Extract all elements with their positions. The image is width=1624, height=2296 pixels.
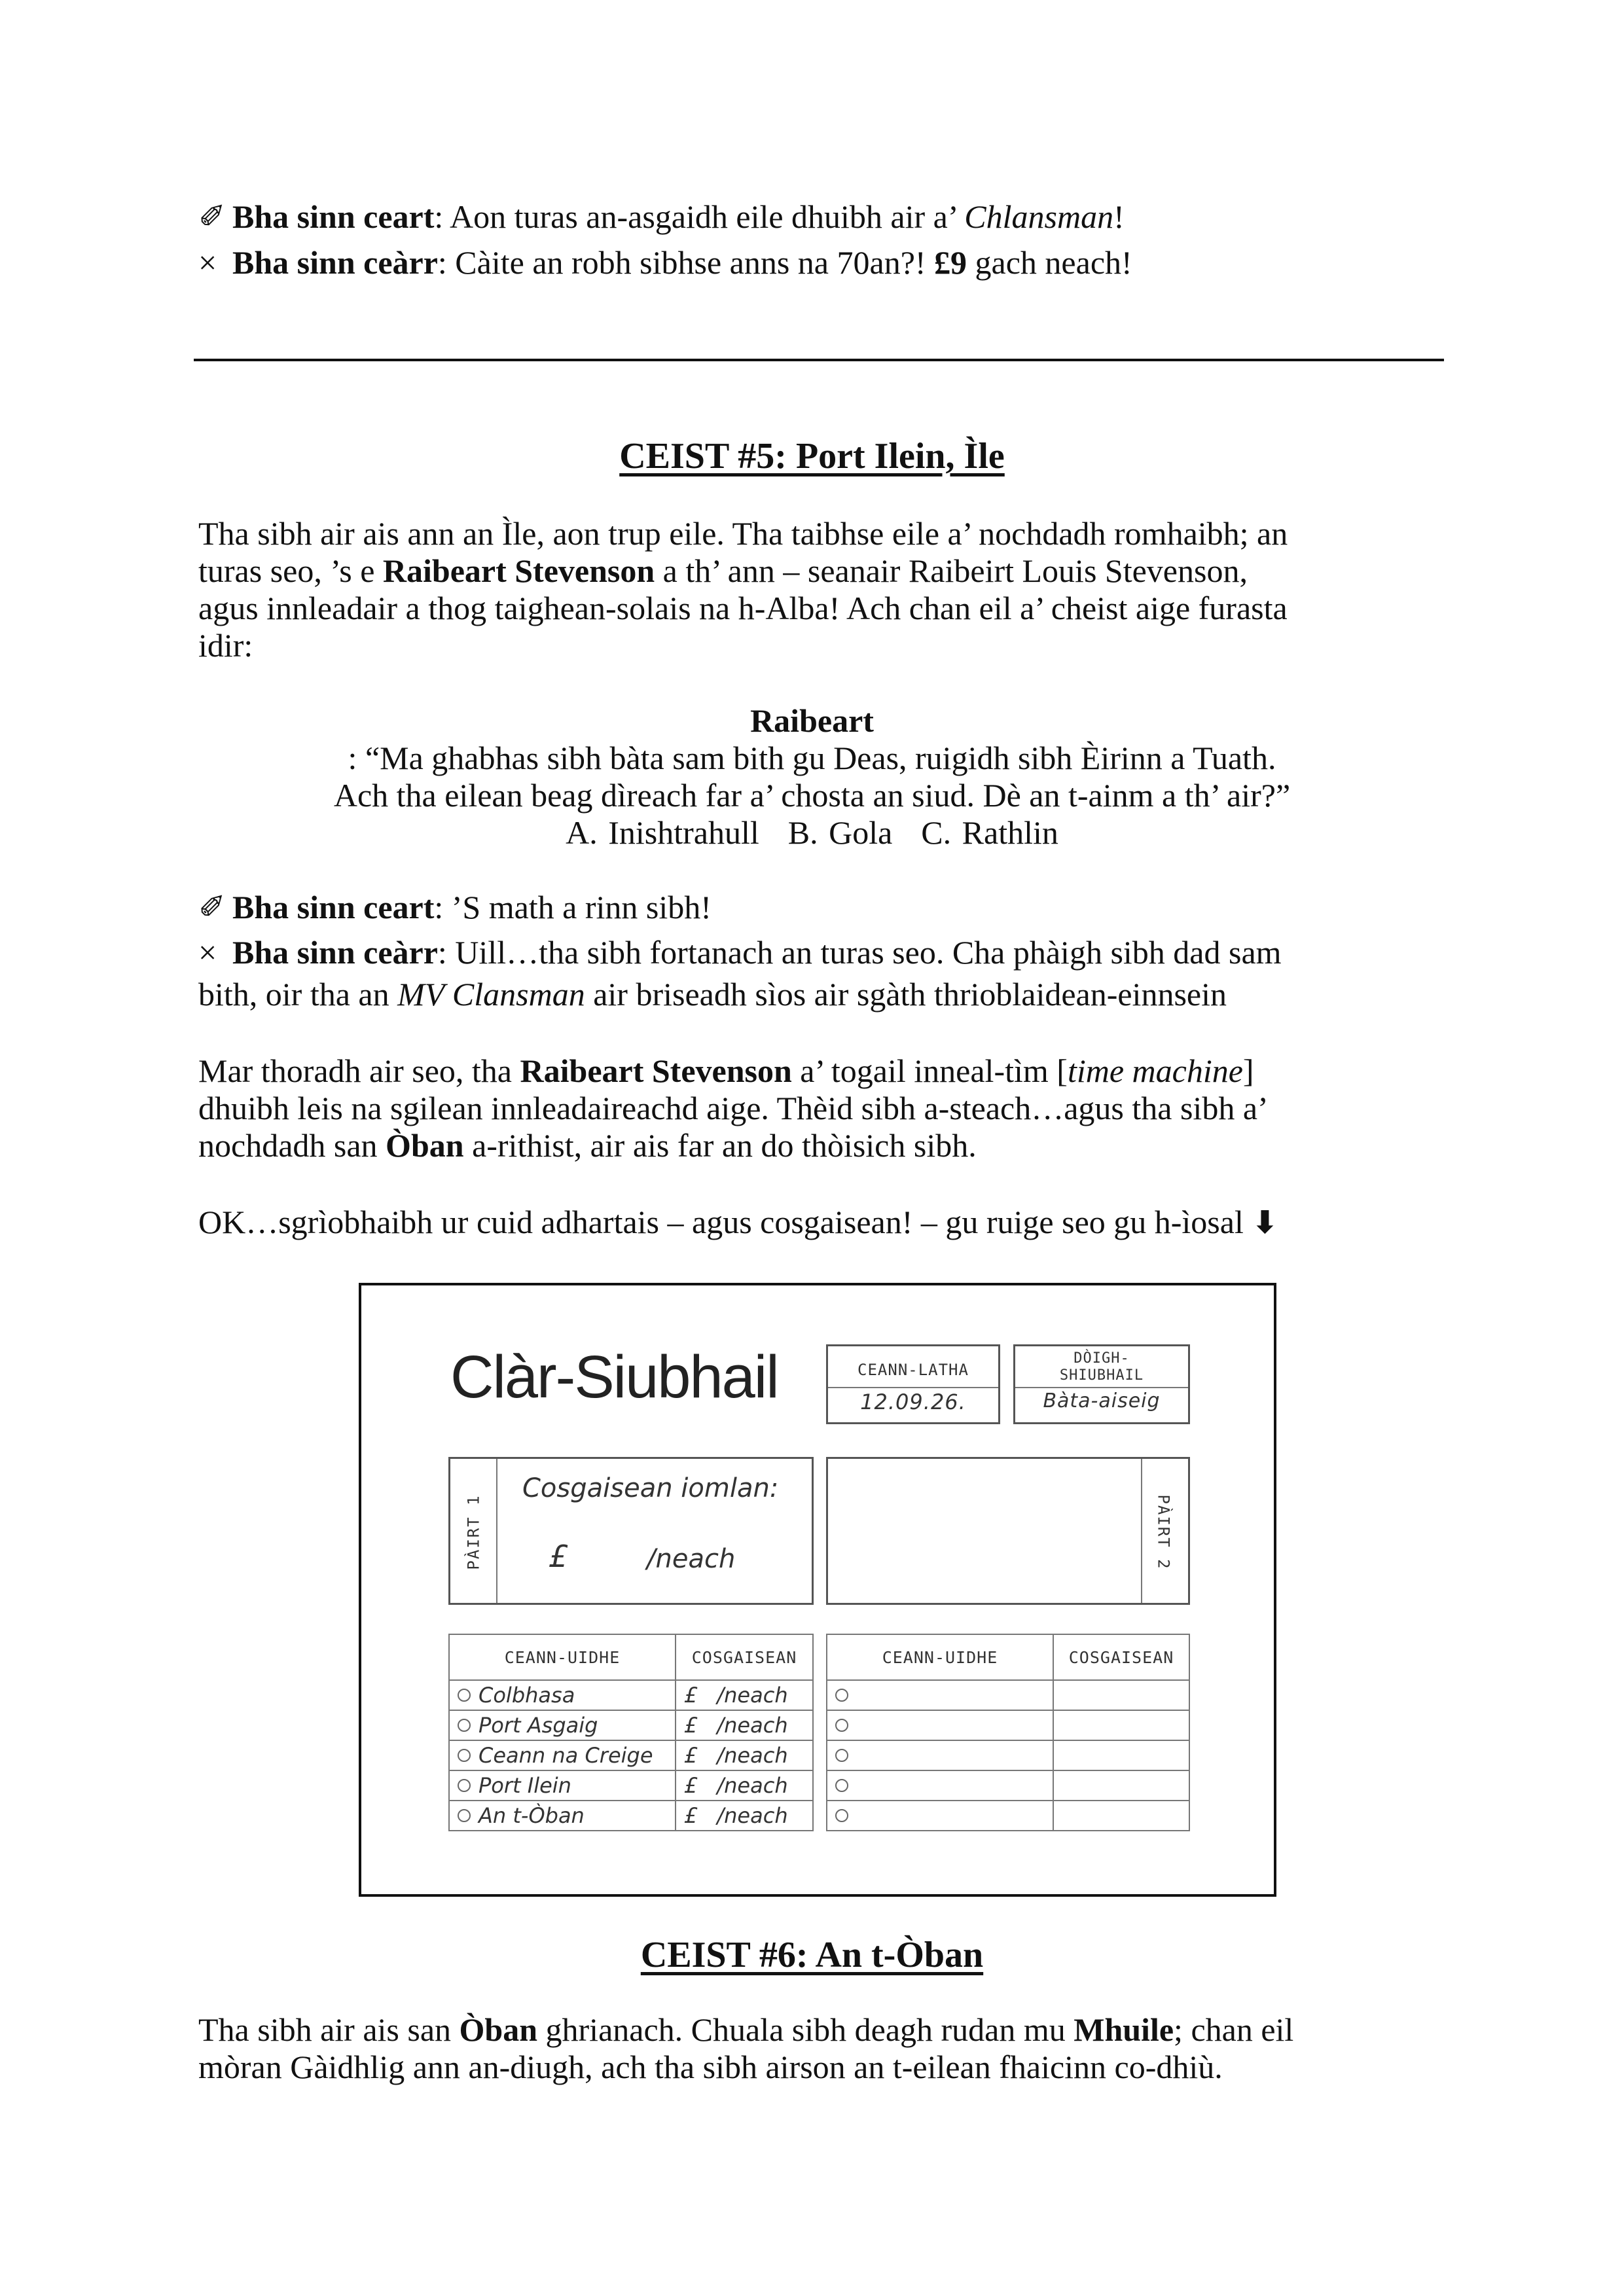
pencil-check-icon: ✐ bbox=[198, 198, 226, 235]
part-2-label: PÀIRT 2 bbox=[1154, 1494, 1173, 1570]
wrong-label: Bha sinn ceàrr bbox=[232, 244, 438, 281]
radio-circle-icon bbox=[458, 1749, 471, 1762]
price: £9 bbox=[934, 244, 967, 281]
q5-wrong-block: × Bha sinn ceàrr: Uill…tha sibh fortanach an turas seo. Cha phàigh sibh dad sam bith, oir tha an MV Clansman air briseadh sìos air sgàth thrioblaidean-einnsein bbox=[198, 931, 1442, 1015]
question-5-quote: Raibeart : “Ma ghabhas sibh bàta sam bith gu Deas, ruigidh sibh Èirinn a Tuath. Ach tha eilean beag dìreach far a’ chosta an siud. Dè an t-ainm a th’ air?” bbox=[333, 702, 1291, 814]
radio-circle-icon bbox=[835, 1779, 848, 1792]
wrong-result-line: × Bha sinn ceàrr: Càite an robh sibhse anns na 70an?! £9 gach neach! bbox=[198, 244, 1132, 281]
correct-label: Bha sinn ceart bbox=[232, 198, 435, 235]
card-title: Clàr-Siubhail bbox=[450, 1344, 778, 1410]
option-a: A. Inishtrahull bbox=[566, 814, 759, 851]
radio-circle-icon bbox=[458, 1779, 471, 1792]
radio-circle-icon bbox=[835, 1809, 848, 1822]
speaker-name: Raibeart bbox=[750, 702, 874, 739]
table-row bbox=[827, 1710, 1189, 1740]
date-box: CEANN-LATHA 12.09.26. bbox=[826, 1344, 1000, 1424]
radio-circle-icon bbox=[458, 1719, 471, 1732]
option-c: C. Rathlin bbox=[921, 814, 1058, 851]
horizontal-divider bbox=[194, 359, 1444, 361]
pencil-check-icon: ✐ bbox=[198, 889, 226, 925]
q5-outcome: Mar thoradh air seo, tha Raibeart Stevenson a’ togail inneal-tìm [time machine] dhuibh leis na sgilean innleadaireachd aige. Thèid sibh a-steach…agus tha sibh a’ nochdadh san Òban a-rithist, air ais far an do thòisich sibh. bbox=[198, 1052, 1269, 1164]
travel-mode-box: DÒIGH- SHIUBHAIL Bàta-aiseig bbox=[1013, 1344, 1190, 1424]
table-row: Colbhasa £ /neach bbox=[449, 1680, 813, 1710]
table-row bbox=[827, 1801, 1189, 1831]
question-5-intro: Tha sibh air ais ann an Ìle, aon trup eile. Tha taibhse eile a’ nochdadh romhaibh; an turas seo, ’s e Raibeart Stevenson a th’ ann – seanair Raibeirt Louis Stevenson, agus innleadair a thog taighean-solais na h-Alba! Ach chan eil a’ cheist aige furasta idir: bbox=[198, 515, 1288, 664]
destinations-table-1: CEANN-UIDHE COSGAISEAN Colbhasa £ /neach Port Asgaig £ /neach Ceann na Creige £ /neach Port Ilein £ /neach An t-Òban £ /neach bbox=[448, 1634, 814, 1831]
instruction-line: OK…sgrìobhaibh ur cuid adhartais – agus cosgaisean! – gu ruige seo gu h-ìosal ⬇ bbox=[198, 1204, 1278, 1241]
cross-icon: × bbox=[198, 934, 217, 971]
correct-result-line: ✐ Bha sinn ceart: Aon turas an-asgaidh eile dhuibh air a’ Chlansman! bbox=[198, 198, 1125, 235]
question-6-heading: CEIST #6: An t-Òban bbox=[640, 1935, 984, 1975]
answer-options bbox=[0, 814, 1624, 852]
arrow-down-icon: ⬇ bbox=[1252, 1204, 1278, 1241]
radio-circle-icon bbox=[458, 1689, 471, 1702]
table-row: Ceann na Creige £ /neach bbox=[449, 1740, 813, 1770]
table-row: Port Asgaig £ /neach bbox=[449, 1710, 813, 1740]
part-1-label: PÀIRT 1 bbox=[464, 1494, 483, 1570]
question-5-heading: CEIST #5: Port Ilein, Ìle bbox=[619, 436, 1005, 476]
table-row: An t-Òban £ /neach bbox=[449, 1801, 813, 1831]
total-costs-label: Cosgaisean iomlan: bbox=[522, 1473, 779, 1503]
radio-circle-icon bbox=[835, 1689, 848, 1702]
travel-log-card bbox=[359, 1283, 1276, 1897]
cross-icon: × bbox=[198, 244, 217, 281]
option-b: B. Gola bbox=[787, 814, 893, 851]
question-6-text: Tha sibh air ais san Òban ghrianach. Chuala sibh deagh rudan mu Mhuile; chan eil mòran Gàidhlig ann an-diugh, ach tha sibh airson an t-eilean fhaicinn co-dhiù. bbox=[198, 2011, 1294, 2085]
destinations-table-2: CEANN-UIDHE COSGAISEAN bbox=[826, 1634, 1190, 1831]
radio-circle-icon bbox=[835, 1719, 848, 1732]
table-row bbox=[827, 1770, 1189, 1801]
table-row bbox=[827, 1740, 1189, 1770]
date-value: 12.09.26. bbox=[860, 1390, 966, 1414]
travel-mode-value: Bàta-aiseig bbox=[1043, 1390, 1161, 1412]
part-2-box bbox=[826, 1457, 1190, 1605]
table-row bbox=[827, 1680, 1189, 1710]
radio-circle-icon bbox=[835, 1749, 848, 1762]
table-row: Port Ilein £ /neach bbox=[449, 1770, 813, 1801]
part-1-box: PÀIRT 1 Cosgaisean iomlan: £ /neach bbox=[448, 1457, 814, 1605]
q5-correct-line: ✐ Bha sinn ceart: ’S math a rinn sibh! bbox=[198, 889, 712, 925]
radio-circle-icon bbox=[458, 1809, 471, 1822]
